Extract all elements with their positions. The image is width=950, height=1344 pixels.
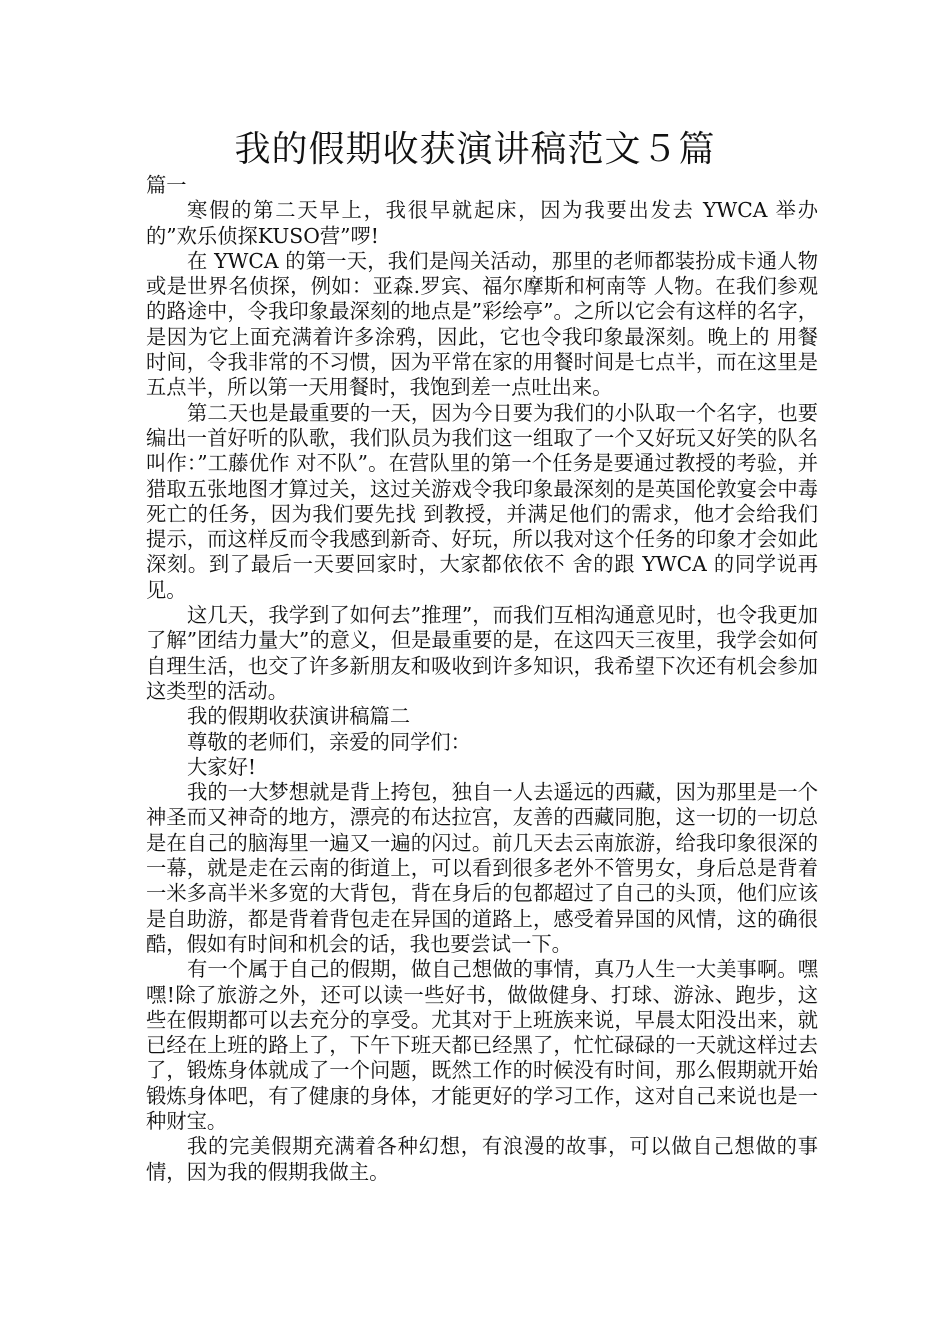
document-title: 我的假期收获演讲稿范文５篇 <box>234 129 716 170</box>
paragraph-2: 在 YWCA 的第一天，我们是闯关活动，那里的老师都装扮成卡通人物或是世界名侦探，例如：亚森.罗宾、福尔摩斯和柯南等 人物。在我们参观的路途中，令我印象最深刻的地点是”彩绘亭”。之所以它会有这样的名字，是因为它上面充满着许多涂鸦，因此，它也令我印象最深刻。晚上的 用餐时间，令我非常的不习惯，因为平常在家的用餐时间是七点半，而在这里是五点半，所以第一天用餐时，我饱到差一点吐出来。 <box>146 248 818 400</box>
paragraph-3: 第二天也是最重要的一天，因为今日要为我们的小队取一个名字，也要编出一首好听的队歌，我们队员为我们这一组取了一个又好玩又好笑的队名叫作：”工藤优作 对不队”。在营队里的第一个任务是要通过教授的考验，并猎取五张地图才算过关，这过关游戏令我印象最深刻的是英国伦敦宴会中毒死亡的任务，因为我们要先找 到教授，并满足他们的需求，他才会给我们提示，而这样反而令我感到新奇、好玩，所以我对这个任务的印象才会如此深刻。到了最后一天要回家时，大家都依依不 舍的跟 YWCA 的同学说再见。 <box>146 400 818 602</box>
section-label: 篇一 <box>146 173 187 197</box>
salutation: 尊敬的老师们，亲爱的同学们： <box>187 729 471 754</box>
paragraph-6: 有一个属于自己的假期，做自己想做的事情，真乃人生一大美事啊。嘿嘿!除了旅游之外，还可以读一些好书，做做健身、打球、游泳、跑步，这些在假期都可以去充分的享受。尤其对于上班族来说，早晨太阳没出来，就已经在上班的路上了，下午下班天都已经黑了，忙忙碌碌的一天就这样过去了，锻炼身体就成了一个问题，既然工作的时候没有时间，那么假期就开始锻炼身体吧，有了健康的身体，才能更好的学习工作，这对自己来说也是一种财宝。 <box>146 957 818 1133</box>
paragraph-7: 我的完美假期充满着各种幻想，有浪漫的故事，可以做自己想做的事情，因为我的假期我做主。 <box>146 1134 818 1184</box>
document-body <box>146 173 818 1185</box>
paragraph-5: 我的一大梦想就是背上挎包，独自一人去遥远的西藏，因为那里是一个神圣而又神奇的地方，漂亮的布达拉宫，友善的西藏同胞，这一切的一切总是在自己的脑海里一遍又一遍的闪过。前几天去云南旅游，给我印象很深的一幕，就是走在云南的街道上，可以看到很多老外不管男女，身后总是背着一米多高半米多宽的大背包，背在身后的包都超过了自己的头顶，他们应该是自助游，都是背着背包走在异国的道路上，感受着异国的风情，这的确很酷，假如有时间和机会的话，我也要尝试一下。 <box>146 780 818 956</box>
paragraph-4: 这几天，我学到了如何去”推理”，而我们互相沟通意见时，也令我更加了解”团结力量大”的意义，但是最重要的是，在这四天三夜里，我学会如何自理生活，也交了许多新朋友和吸收到许多知识，我希望下次还有机会参加这类型的活动。 <box>146 603 818 703</box>
paragraph-1: 寒假的第二天早上，我很早就起床，因为我要出发去 YWCA 举办的”欢乐侦探KUSO营”啰! <box>146 198 818 248</box>
section-heading-2: 我的假期收获演讲稿篇二 <box>187 704 411 729</box>
greeting: 大家好! <box>187 754 256 779</box>
